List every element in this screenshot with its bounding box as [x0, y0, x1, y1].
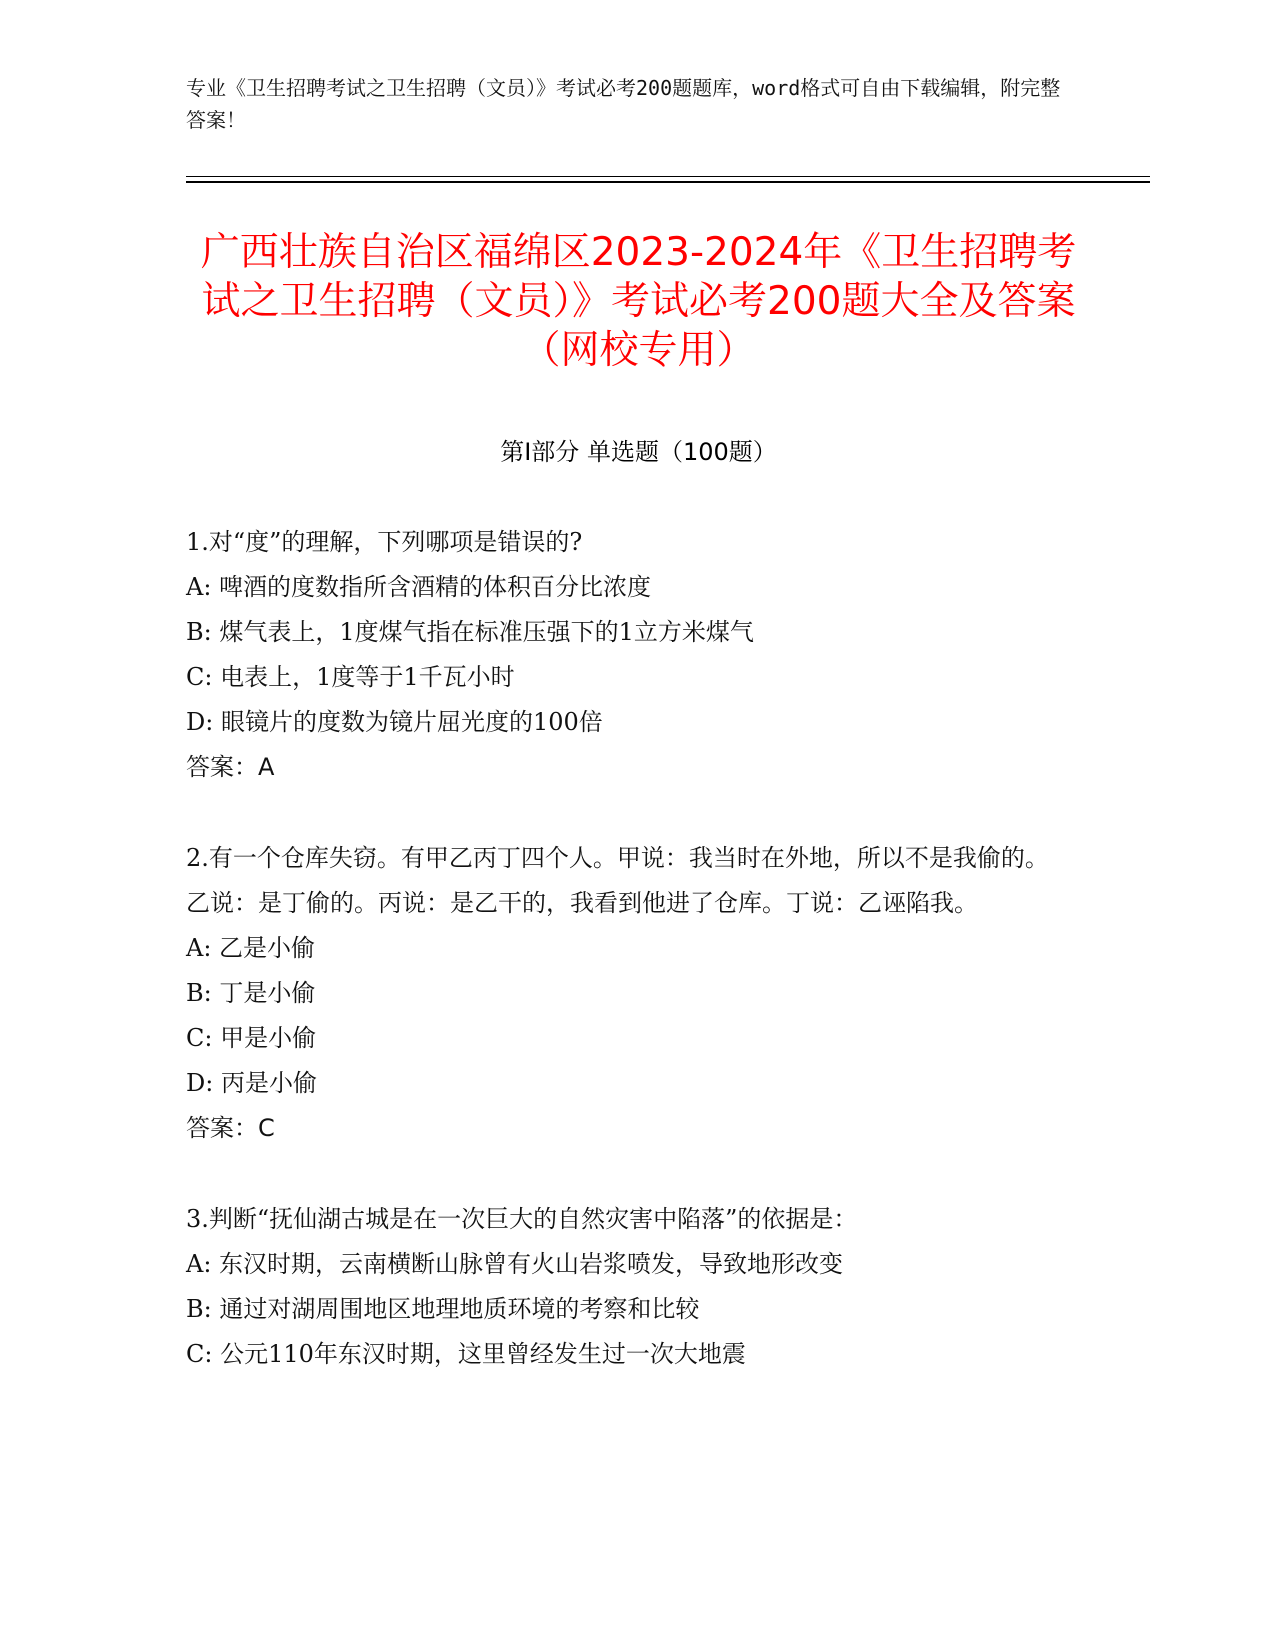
option-a: A: 乙是小偷	[186, 934, 316, 962]
option-a: A: 啤酒的度数指所含酒精的体积百分比浓度	[186, 573, 652, 601]
answer-line: 答案：A	[186, 753, 275, 781]
question-item	[186, 520, 1066, 790]
option-d: D: 丙是小偷	[186, 1069, 317, 1097]
document-title: 广西壮族自治区福绵区2023-2024年《卫生招聘考试之卫生招聘（文员）》考试必考200题大全及答案（网校专用）	[200, 230, 1077, 373]
option-b: B: 丁是小偷	[186, 979, 316, 1007]
header-divider-thick	[186, 181, 1150, 183]
option-c: C: 甲是小偷	[186, 1024, 317, 1052]
intro-text: 专业《卫生招聘考试之卫生招聘（文员）》考试必考200题题库，word格式可自由下载编辑，附完整答案！	[186, 76, 1061, 132]
option-a: A: 东汉时期，云南横断山脉曾有火山岩浆喷发，导致地形改变	[186, 1250, 844, 1278]
option-b: B: 煤气表上，1度煤气指在标准压强下的1立方米煤气	[186, 618, 754, 646]
answer-line: 答案：C	[186, 1114, 275, 1142]
option-d: D: 眼镜片的度数为镜片屈光度的100倍	[186, 708, 603, 736]
option-b: B: 通过对湖周围地区地理地质环境的考察和比较	[186, 1295, 700, 1323]
section-heading: 第Ⅰ部分 单选题（100题）	[500, 438, 777, 466]
question-list	[186, 520, 1066, 1423]
question-item	[186, 836, 1066, 1151]
header-divider-thin	[186, 176, 1150, 177]
option-c: C: 公元110年东汉时期，这里曾经发生过一次大地震	[186, 1340, 746, 1368]
question-item	[186, 1197, 1066, 1377]
question-stem: 1.对“度”的理解，下列哪项是错误的?	[186, 528, 583, 556]
option-c: C: 电表上，1度等于1千瓦小时	[186, 663, 515, 691]
question-stem: 3.判断“抚仙湖古城是在一次巨大的自然灾害中陷落”的依据是：	[186, 1205, 858, 1233]
question-stem: 2.有一个仓库失窃。有甲乙丙丁四个人。甲说：我当时在外地，所以不是我偷的。乙说：是丁偷的。丙说：是乙干的，我看到他进了仓库。丁说：乙诬陷我。	[186, 844, 1049, 917]
